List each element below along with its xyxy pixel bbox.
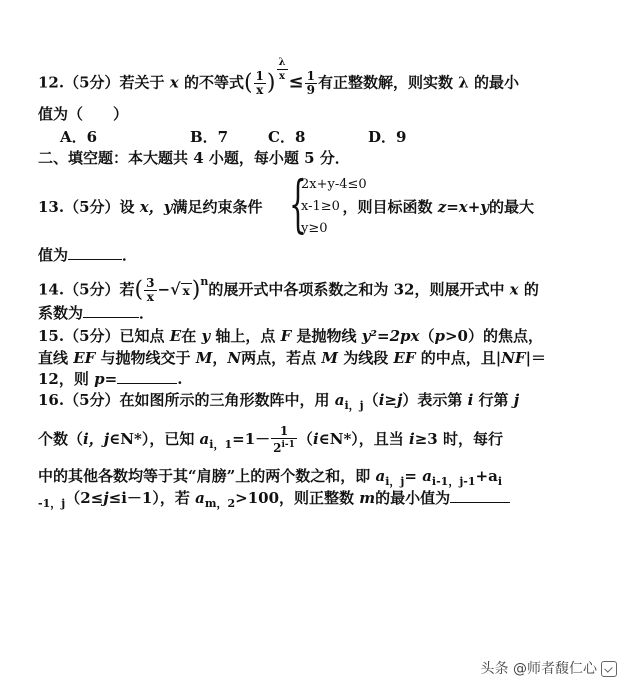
q15-text: |＝ (525, 349, 547, 367)
q16-text: 的最小值为 (375, 489, 451, 507)
q16-text: 中的其他各数均等于其“肩膀”上的两个数之和，即 (38, 467, 376, 485)
condition-3: y≥0 (301, 221, 328, 236)
q16-text: =1－ (232, 430, 271, 448)
var-p: p (94, 370, 105, 388)
point-m: M (321, 349, 338, 367)
q13-line1 (38, 197, 534, 217)
answer-blank-13[interactable] (68, 245, 122, 260)
point-e: E (169, 327, 182, 345)
var-a: a (195, 489, 205, 507)
watermark-text: 头条 @师者馥仁心 (480, 661, 597, 677)
var-a: a (334, 391, 345, 409)
q15-text: ， (212, 349, 228, 367)
var-m: m (359, 489, 376, 507)
var-j: j (513, 391, 520, 409)
frac-num: 3 (146, 276, 155, 290)
q16-text: >100，则正整数 (235, 489, 360, 507)
frac-den: x (256, 83, 264, 97)
q13-line2: 值为 ． (38, 246, 138, 264)
q12-text-c: 的最小 (468, 73, 519, 92)
q14-text-c: 系数为 (38, 304, 84, 322)
right-paren: ) (191, 277, 201, 303)
q14-line2: 系数为 ． (38, 304, 155, 322)
q13-text-d: 值为 (38, 246, 69, 264)
left-paren: ( (134, 277, 144, 303)
q16-text: （2≤ (65, 489, 104, 507)
var-i: i (409, 430, 415, 448)
q15-text: 直线 (38, 349, 74, 367)
q12-number: 12.（5分）若关于 (38, 73, 170, 92)
q15-text: 与抛物线交于 (95, 349, 196, 367)
frac-den: x (146, 290, 154, 304)
q15-text: >0）的焦点， (444, 327, 543, 345)
q15-text: 两点，若点 (241, 349, 322, 367)
leq-sign: ≤ (288, 71, 304, 93)
share-icon[interactable] (601, 661, 617, 677)
sqrt-argument: x (182, 283, 190, 298)
q15-line1 (38, 326, 543, 346)
answer-blank-14[interactable] (83, 303, 139, 318)
var-y: y (201, 327, 211, 345)
subscript-continued: -1，j (38, 497, 66, 510)
subscript: i (497, 475, 503, 488)
equals-sign: = (404, 467, 423, 485)
q15-text: 轴上，点 (210, 327, 281, 345)
q16-text: ≥3 时，每行 (414, 430, 503, 448)
exponent-n: n (200, 274, 209, 288)
q15-line3 (38, 369, 182, 389)
q16-text: 行第 (473, 391, 514, 409)
exp-den: x (279, 71, 285, 82)
var-x: x (169, 73, 179, 92)
exponent-lambda-over-x (277, 56, 288, 83)
fraction-3-over-x (144, 277, 156, 304)
q16-text: ≤i－1），若 (108, 489, 196, 507)
q16-text: ）表示第 (402, 391, 468, 409)
fraction-1-over-2-pow (271, 425, 297, 455)
plus-a: +a (475, 467, 498, 485)
var-j: j (103, 489, 109, 507)
frac-num: 1 (255, 69, 264, 83)
condition-1: 2x+y-4≤0 (301, 177, 367, 192)
q13-text-b: ，则目标函数 (342, 198, 438, 216)
q12-text-b: 有正整数解，则实数 (317, 73, 459, 92)
condition-2: x-1≥0 (301, 199, 340, 214)
q13-text-a: 满足约束条件 (172, 198, 263, 216)
option-c[interactable]: C．8 (268, 128, 306, 146)
q16-line2 (38, 425, 503, 455)
sqrt-sign: √ (170, 279, 181, 299)
option-d[interactable]: D．9 (368, 128, 407, 146)
objective-function: z=x+y (437, 198, 490, 216)
q14-text-a: 的展开式中各项系数之和为 32，则展开式中 (208, 280, 510, 299)
q12-options (60, 127, 406, 147)
vars-xy: x，y (139, 198, 173, 216)
constraint-system (289, 167, 369, 240)
q15-text: （ (419, 327, 435, 345)
q16-text: ∈N*），且当 (318, 430, 410, 448)
fraction-1-over-9 (305, 70, 317, 97)
condition-i-geq-j: i≥j (378, 391, 403, 409)
q15-period: . (177, 370, 183, 388)
q15-line2 (38, 348, 546, 368)
segment-ef: EF (393, 349, 416, 367)
den-base: 2 (273, 441, 282, 455)
q12-text-a: 的不等式 (178, 73, 244, 92)
frac-num: 1 (271, 425, 297, 439)
line-ef: EF (73, 349, 96, 367)
q13-number: 13.（5分）设 (38, 198, 140, 216)
q16-text: （ (297, 430, 313, 448)
fraction-1-over-x (254, 70, 266, 97)
rhs-den: 9 (306, 83, 315, 97)
var-i: i (467, 391, 474, 409)
left-brace: { (289, 167, 307, 240)
var-a: a (375, 467, 386, 485)
var-a: a (199, 430, 210, 448)
q12-line1 (38, 57, 519, 97)
q16-text: 个数（ (38, 430, 84, 448)
answer-blank-16[interactable] (450, 488, 510, 503)
q15-text: 的中点，且| (415, 349, 502, 367)
q15-text: 为线段 (337, 349, 394, 367)
point-n: N (227, 349, 242, 367)
q12-line2: 值为（ ） (38, 105, 129, 123)
point-f: F (280, 327, 292, 345)
subscript: i-1，j-1 (431, 475, 476, 488)
q15-text: 12，则 (38, 370, 95, 388)
option-b[interactable]: B．7 (190, 128, 229, 146)
q15-text: = (104, 370, 118, 388)
answer-blank-15[interactable] (117, 369, 177, 384)
den-exp: i-1 (281, 440, 295, 450)
watermark (481, 658, 617, 678)
q16-text: ∈N*），已知 (109, 430, 200, 448)
var-i: i (312, 430, 319, 448)
minus-sign: − (157, 280, 171, 299)
q14-text-b: 的 (518, 280, 539, 299)
var-p: p (434, 327, 445, 345)
subscript: i，j (385, 475, 405, 488)
subscript: i，1 (209, 438, 233, 451)
lambda-symbol: λ (458, 73, 469, 92)
q16-line1 (38, 390, 519, 416)
rhs-num: 1 (306, 69, 315, 83)
point-m: M (195, 349, 213, 367)
q16-line4 (38, 488, 510, 514)
var-a: a (422, 467, 432, 485)
q16-text: （ (363, 391, 379, 409)
exp-num: λ (278, 57, 286, 68)
subscript: i，j (344, 399, 364, 412)
section-heading: 二、填空题：本大题共 4 小题，每小题 5 分． (38, 149, 350, 167)
subscript: m，2 (204, 497, 236, 510)
q15-number: 15.（5分）已知点 (38, 327, 170, 345)
vars-ij: i，j (83, 430, 110, 448)
q14-line1 (38, 274, 539, 304)
q15-text: 是抛物线 (291, 327, 362, 345)
q14-number: 14.（5分）若 (38, 280, 135, 299)
frac-den (271, 439, 297, 455)
segment-nf: NF (501, 349, 526, 367)
right-paren: ) (266, 70, 276, 96)
q13-text-c: 的最大 (489, 198, 535, 216)
left-paren: ( (243, 70, 253, 96)
q15-text: 在 (181, 327, 202, 345)
parabola-equation: y²=2px (361, 327, 420, 345)
var-x: x (509, 280, 519, 299)
option-a[interactable]: A．6 (60, 128, 98, 146)
q16-number: 16.（5分）在如图所示的三角形数阵中，用 (38, 391, 335, 409)
